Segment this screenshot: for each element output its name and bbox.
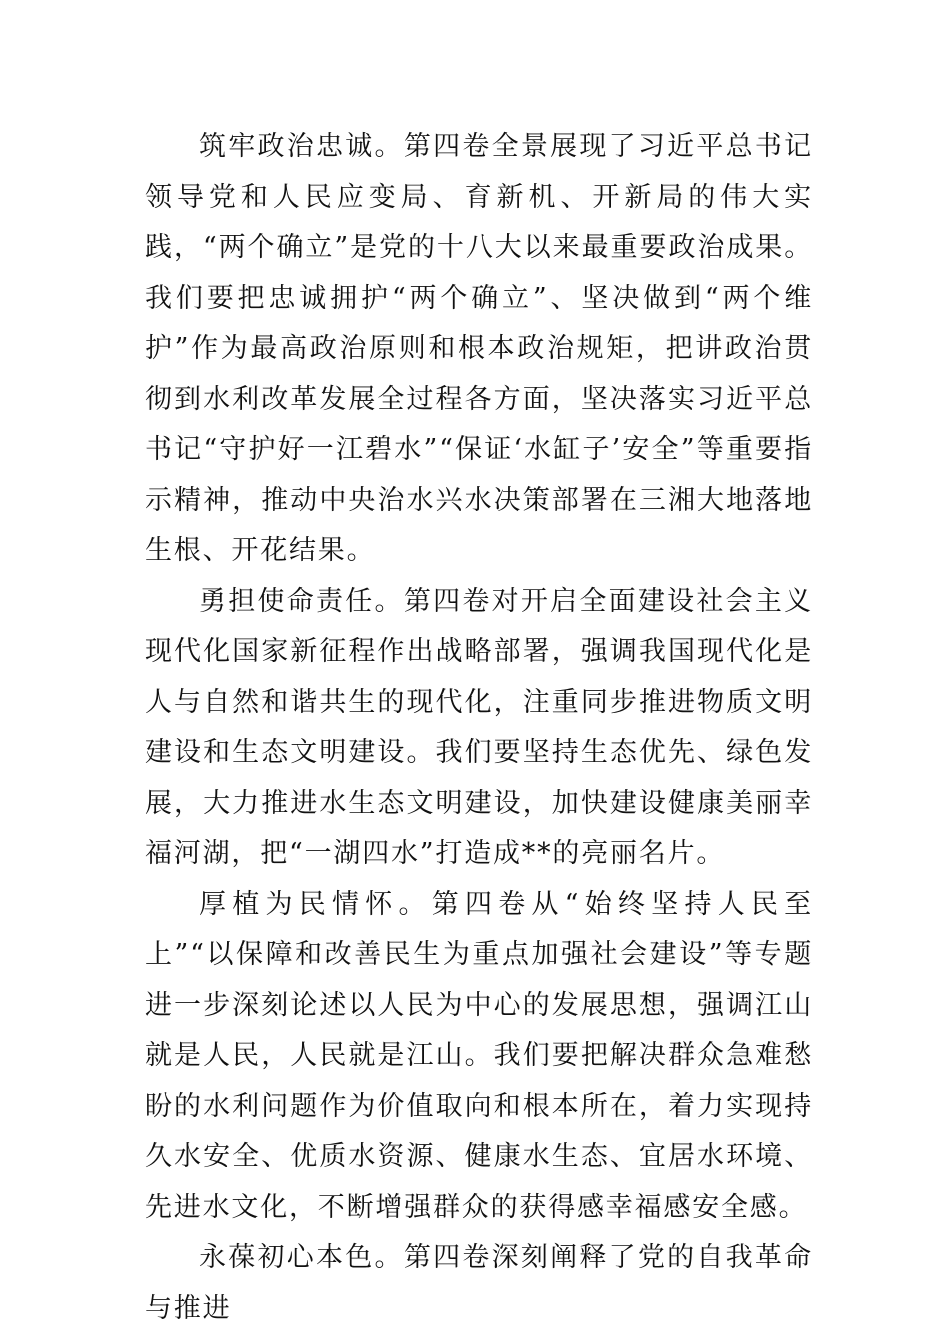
document-body <box>145 122 813 1334</box>
paragraph-mission-responsibility: 勇担使命责任。第四卷对开启全面建设社会主义现代化国家新征程作出战略部署，强调我国现代化是人与自然和谐共生的现代化，注重同步推进物质文明建设和生态文明建设。我们要坚持生态优先、绿色发展，大力推进水生态文明建设，加快建设健康美丽幸福河湖，把“一湖四水”打造成**的亮丽名片。 <box>145 585 813 869</box>
paragraph-people-sentiment: 厚植为民情怀。第四卷从“始终坚持人民至上”“以保障和改善民生为重点加强社会建设”等专题进一步深刻论述以人民为中心的发展思想，强调江山就是人民，人民就是江山。我们要把解决群众急难愁盼的水利问题作为价值取向和根本所在，着力实现持久水安全、优质水资源、健康水生态、宜居水环境、先进水文化，不断增强群众的获得感幸福感安全感。 <box>145 888 813 1223</box>
paragraph-political-loyalty: 筑牢政治忠诚。第四卷全景展现了习近平总书记领导党和人民应变局、育新机、开新局的伟大实践，“两个确立”是党的十八大以来最重要政治成果。我们要把忠诚拥护“两个确立”、坚决做到“两个维护”作为最高政治原则和根本政治规矩，把讲政治贯彻到水利改革发展全过程各方面，坚决落实习近平总书记“守护好一江碧水”“保证‘水缸子’安全”等重要指示精神，推动中央治水兴水决策部署在三湘大地落地生根、开花结果。 <box>145 131 813 566</box>
paragraph-original-aspiration: 永葆初心本色。第四卷深刻阐释了党的自我革命与推进 <box>145 1242 813 1324</box>
